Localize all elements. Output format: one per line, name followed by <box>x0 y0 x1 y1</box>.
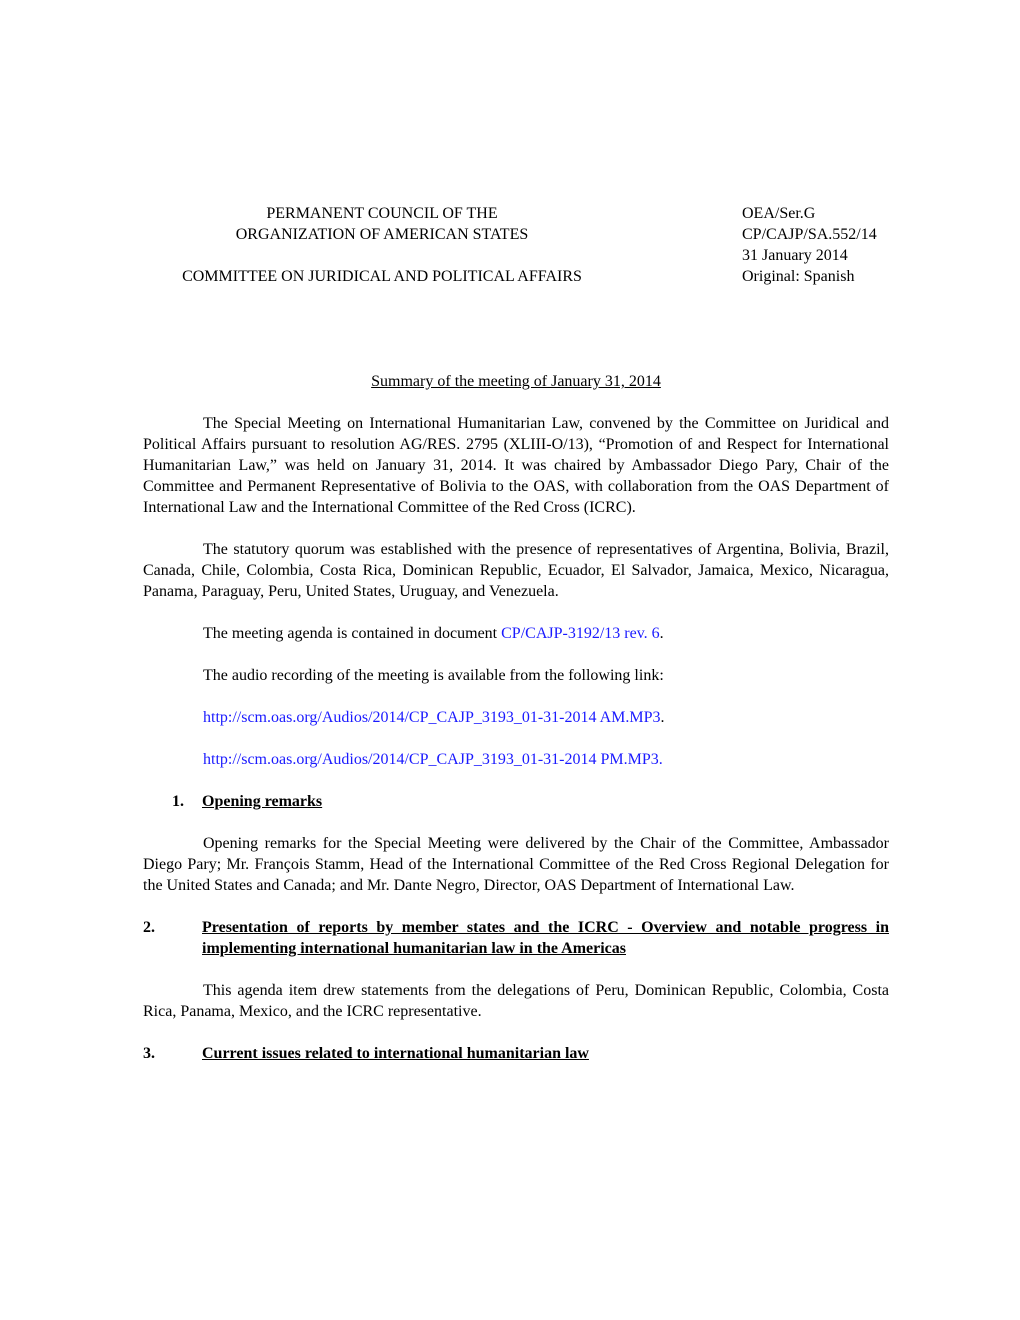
doc-date: 31 January 2014 <box>742 247 848 264</box>
section-3-heading <box>143 1043 889 1064</box>
audio-am-period: . <box>660 709 665 726</box>
header-organization: ORGANIZATION OF AMERICAN STATES <box>235 226 529 243</box>
intro-paragraph: The Special Meeting on International Humanitarian Law, convened by the Committee on Juridical and Political Affairs pursuant to resolution AG/RES. 2795 (XLIII-O/13), “Promotion of and Respect for International Humanitarian Law,” was held on January 31, 2014. It was chaired by Ambassador Diego Pary, Chair of the Committee and Permanent Representative of Bolivia to the OAS, with collaboration from the OAS Department of International Law and the International Committee of the Red Cross (ICRC). <box>143 415 889 516</box>
document-body <box>143 371 889 1064</box>
header-document-info <box>742 203 942 287</box>
section-2-number: 2. <box>143 919 155 936</box>
section-2-text: This agenda item drew statements from the delegations of Peru, Dominican Republic, Colombia, Costa Rica, Panama, Mexico, and the ICRC representative. <box>143 982 889 1020</box>
header-organization-block <box>140 203 624 287</box>
doc-number: CP/CAJP/SA.552/14 <box>742 226 877 243</box>
audio-am-line <box>143 707 889 728</box>
agenda-paragraph <box>143 623 889 644</box>
section-2-title: Presentation of reports by member states and the ICRC - Overview and notable progress in implementing international humanitarian law in the Americas <box>202 919 889 957</box>
section-1-number: 1. <box>172 793 184 810</box>
audio-pm-link[interactable]: http://scm.oas.org/Audios/2014/CP_CAJP_3193_01-31-2014 PM.MP3 <box>203 751 659 768</box>
doc-series: OEA/Ser.G <box>742 205 816 222</box>
agenda-period: . <box>659 625 664 642</box>
header-committee: COMMITTEE ON JURIDICAL AND POLITICAL AFFAIRS <box>182 268 582 285</box>
quorum-paragraph: The statutory quorum was established with the presence of representatives of Argentina, Bolivia, Brazil, Canada, Chile, Colombia, Costa Rica, Dominican Republic, Ecuador, El Salvador, Jamaica, Mexico, Nicaragua, Panama, Paraguay, Peru, United States, Uruguay, and Venezuela. <box>143 541 889 600</box>
summary-title: Summary of the meeting of January 31, 2014 <box>371 373 661 390</box>
doc-original-language: Original: Spanish <box>742 268 855 285</box>
section-1-title: Opening remarks <box>202 793 323 810</box>
agenda-document-link[interactable]: CP/CAJP-3192/13 rev. 6 <box>501 625 660 642</box>
section-3-number: 3. <box>143 1045 155 1062</box>
header-council: PERMANENT COUNCIL OF THE <box>266 205 498 222</box>
section-1-text: Opening remarks for the Special Meeting were delivered by the Chair of the Committee, Ambassador Diego Pary; Mr. François Stamm, Head of the International Committee of the Red Cross Regional Delegation for the United States and Canada; and Mr. Dante Negro, Director, OAS Department of International Law. <box>143 835 889 894</box>
audio-pm-period: . <box>658 751 663 768</box>
audio-am-link[interactable]: http://scm.oas.org/Audios/2014/CP_CAJP_3193_01-31-2014 AM.MP3 <box>203 709 661 726</box>
section-3-title: Current issues related to international humanitarian law <box>202 1045 589 1062</box>
section-2-heading <box>143 917 889 959</box>
audio-paragraph: The audio recording of the meeting is available from the following link: <box>203 667 664 684</box>
section-1-heading <box>143 791 889 812</box>
agenda-text: The meeting agenda is contained in document <box>203 625 502 642</box>
audio-pm-line <box>143 749 889 770</box>
